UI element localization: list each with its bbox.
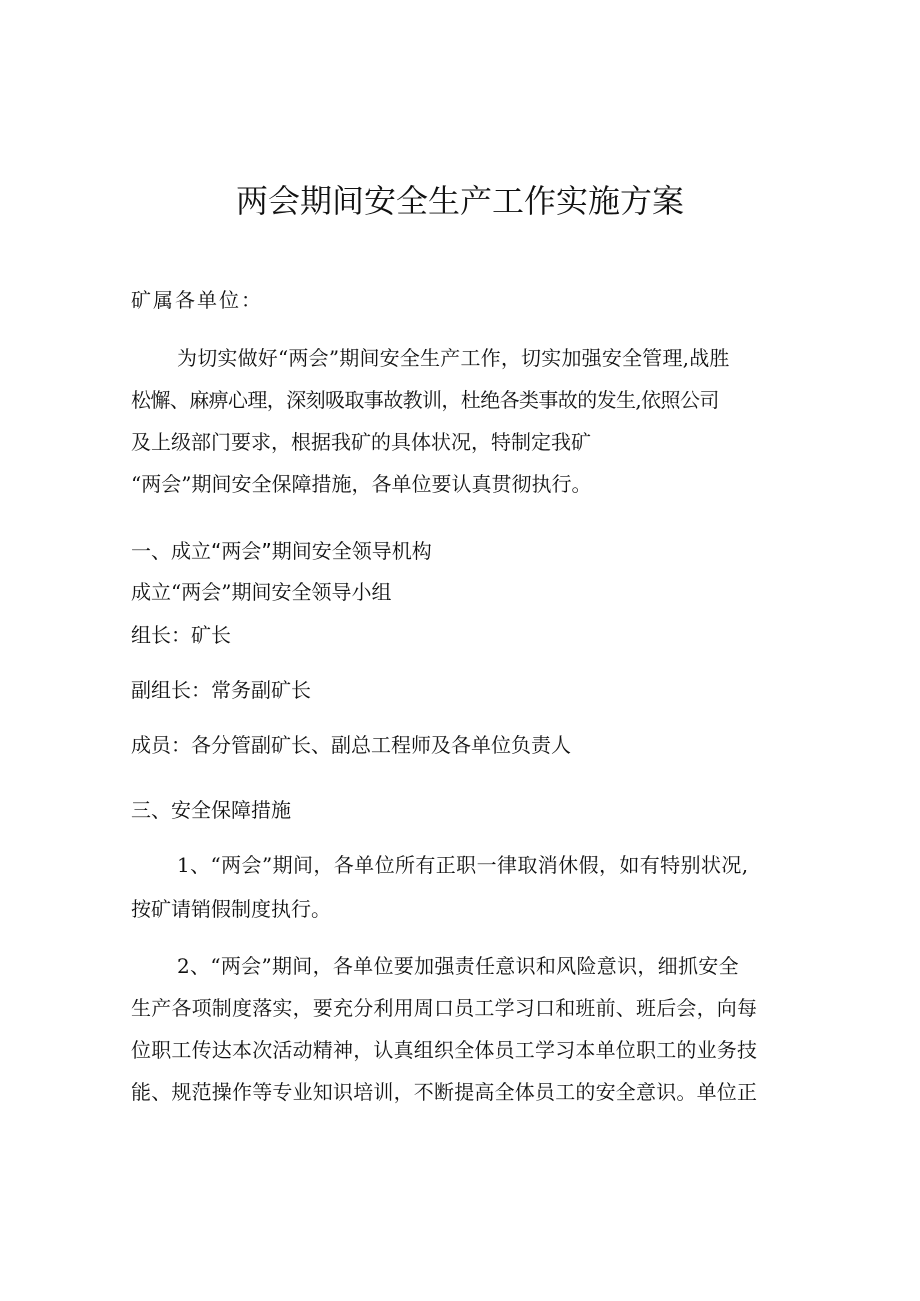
section-1-line-1: 成立“两会”期间安全领导小组 — [131, 580, 392, 604]
salutation: 矿属各单位： — [131, 288, 263, 312]
item-2-line-4: 能、规范操作等专业知识培训，不断提高全体员工的安全意识。单位正 — [131, 1080, 758, 1104]
section-1-line-4: 成员：各分管副矿长、副总工程师及各单位负责人 — [131, 733, 571, 757]
item-2-line-1: 2、“两会”期间，各单位要加强责任意识和风险意识，细抓安全 — [177, 954, 739, 978]
document-title: 两会期间安全生产工作实施方案 — [235, 182, 684, 220]
intro-line-2: 松懈、麻痹心理，深刻吸取事故教训，杜绝各类事故的发生,依照公司 — [131, 388, 719, 412]
intro-line-1: 为切实做好“两会”期间安全生产工作，切实加强安全管理,战胜 — [177, 346, 730, 370]
item-1-line-2: 按矿请销假制度执行。 — [131, 897, 331, 921]
item-2-line-2: 生产各项制度落实，要充分利用周口员工学习口和班前、班后会，向每 — [131, 996, 758, 1020]
section-3-heading: 三、安全保障措施 — [131, 798, 291, 822]
item-2-line-3: 位职工传达本次活动精神，认真组织全体员工学习本单位职工的业务技 — [131, 1038, 758, 1062]
section-1-line-3: 副组长：常务副矿长 — [131, 678, 311, 702]
intro-line-3: 及上级部门要求，根据我矿的具体状况，特制定我矿 — [131, 430, 591, 454]
section-1-line-2: 组长：矿长 — [131, 623, 231, 647]
intro-line-4: “两会”期间安全保障措施，各单位要认真贯彻执行。 — [131, 472, 592, 496]
item-1-line-1: 1、“两会”期间，各单位所有正职一律取消休假，如有特别状况, — [177, 853, 749, 877]
section-1-heading: 一、成立“两会”期间安全领导机构 — [131, 539, 432, 563]
